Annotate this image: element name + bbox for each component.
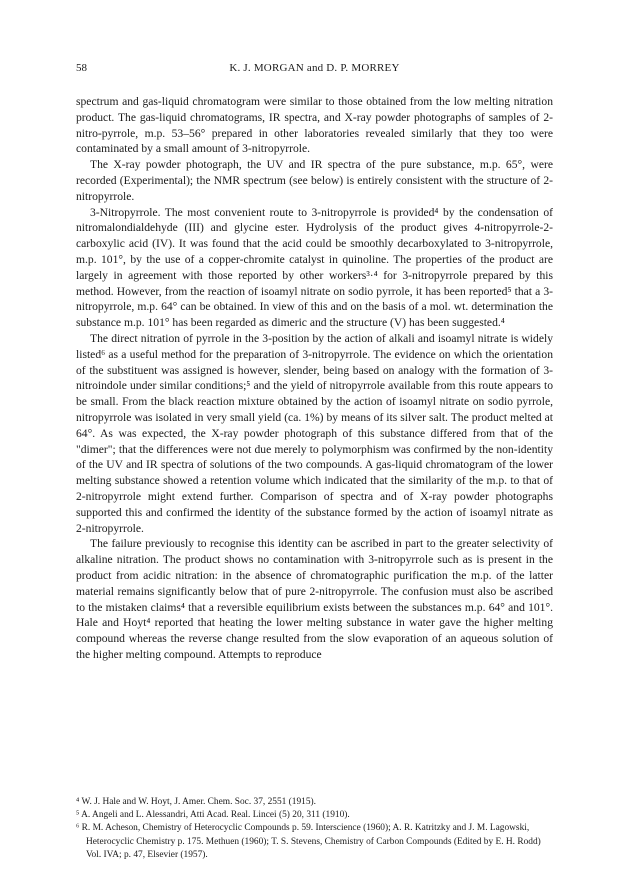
footnote-6-text: R. M. Acheson, Chemistry of Heterocyclic Compounds p. 59. Interscience (1960); A. R. Katritzky and J. M. Lagowski, Heterocyclic Chemistry p. 175. Methuen (1960); T. S. Stevens, Chemistry of Carbon Compounds (Edited by E. H. Rodd) Vol. IVA; p. 47, Elsevier (1957). bbox=[81, 823, 541, 860]
paragraph-4: The direct nitration of pyrrole in the 3-position by the action of alkali and isoamyl nitrate is widely listed⁶ as a useful method for the preparation of 3-nitropyrrole. The evidence on which the orientation of the substituent was assigned is however, slender, being based on analogy with the formation of 3-nitroindole under similar conditions;⁵ and the yield of nitropyrrole available from this route appears to be small. From the black reaction mixture obtained by the action of isoamyl nitrate on sodio pyrrole, nitropyrrole was isolated in very small yield (ca. 1%) by means of its silver salt. The product melted at 64°. As was expected, the X-ray powder photograph of this substance differed from that of the "dimer"; that the differences were not due merely to polymorphism was confirmed by the non-identity of the UV and IR spectra of solutions of the two compounds. A gas-liquid chromatogram of the lower melting substance showed a retention volume which indicated that the similarity of the m.p. to that of 2-nitropyrrole might extend further. Comparison of spectra and of X-ray powder photographs supported this and confirmed the identity of the substance formed by the action of isoamyl nitrate as 2-nitropyrrole. bbox=[76, 331, 553, 535]
body-text bbox=[76, 94, 553, 663]
footnote-5-text: A. Angeli and L. Alessandri, Atti Acad. Real. Lincei (5) 20, 311 (1910). bbox=[81, 810, 350, 821]
paragraph-2: The X-ray powder photograph, the UV and IR spectra of the pure substance, m.p. 65°, were recorded (Experimental); the NMR spectrum (see below) is entirely consistent with the structure of 2-nitropyrrole. bbox=[76, 158, 553, 203]
footnote-4 bbox=[76, 796, 553, 809]
paragraph-3: 3-Nitropyrrole. The most convenient route to 3-nitropyrrole is provided⁴ by the condensation of nitromalondialdehyde (III) and glycine ester. Hydrolysis of the product gives 4-nitropyrrole-2-carboxylic acid (IV). It was found that the acid could be smoothly decarboxylated to 3-nitropyrrole, m.p. 101°, by the use of a copper-chromite catalyst in quinoline. The properties of the product are largely in agreement with those reported by other workers³·⁴ for 3-nitropyrrole prepared by this method. However, from the reaction of isoamyl nitrate on sodio pyrrole, it has been reported⁵ that a 3-nitropyrrole, m.p. 64° can be obtained. In view of this and on the basis of a mol. wt. determination the substance m.p. 101° has been regarded as dimeric and the structure (V) has been suggested.⁴ bbox=[76, 205, 553, 330]
footnote-4-text: W. J. Hale and W. Hoyt, J. Amer. Chem. Soc. 37, 2551 (1915). bbox=[81, 797, 316, 807]
footnote-6-mark: ⁶ bbox=[76, 823, 80, 834]
running-head-authors: K. J. MORGAN and D. P. MORREY bbox=[229, 62, 400, 74]
running-header bbox=[76, 62, 553, 78]
paragraph-5: The failure previously to recognise this identity can be ascribed in part to the greater selectivity of alkaline nitration. The product shows no contamination with 3-nitropyrrole such as is present in the product from acidic nitration: in the absence of chromatographic purification the m.p. of the latter material remains significantly below that of pure 2-nitropyrrole. The confusion must also be ascribed to the mistaken claims⁴ that a reversible equilibrium exists between the substances m.p. 64° and 101°. Hale and Hoyt⁴ reported that heating the lower melting substance in water gave the higher melting compound whereas the reverse change resulted from the slow evaporation of an aqueous solution of the higher melting compound. Attempts to reproduce bbox=[76, 537, 553, 661]
footnote-6 bbox=[76, 822, 553, 862]
paragraph-1: spectrum and gas-liquid chromatogram were similar to those obtained from the low melting nitration product. The gas-liquid chromatograms, IR spectra, and X-ray powder photographs of samples of 2-nitro-pyrrole, m.p. 53–56° prepared in other laboratories revealed similarly that they too were contaminated by a small amount of 3-nitropyrrole. bbox=[76, 95, 553, 156]
footnote-5 bbox=[76, 809, 553, 822]
footnote-4-mark: ⁴ bbox=[76, 797, 80, 807]
page-number: 58 bbox=[76, 62, 87, 74]
footnotes bbox=[76, 796, 553, 862]
footnote-5-mark: ⁵ bbox=[76, 810, 80, 821]
